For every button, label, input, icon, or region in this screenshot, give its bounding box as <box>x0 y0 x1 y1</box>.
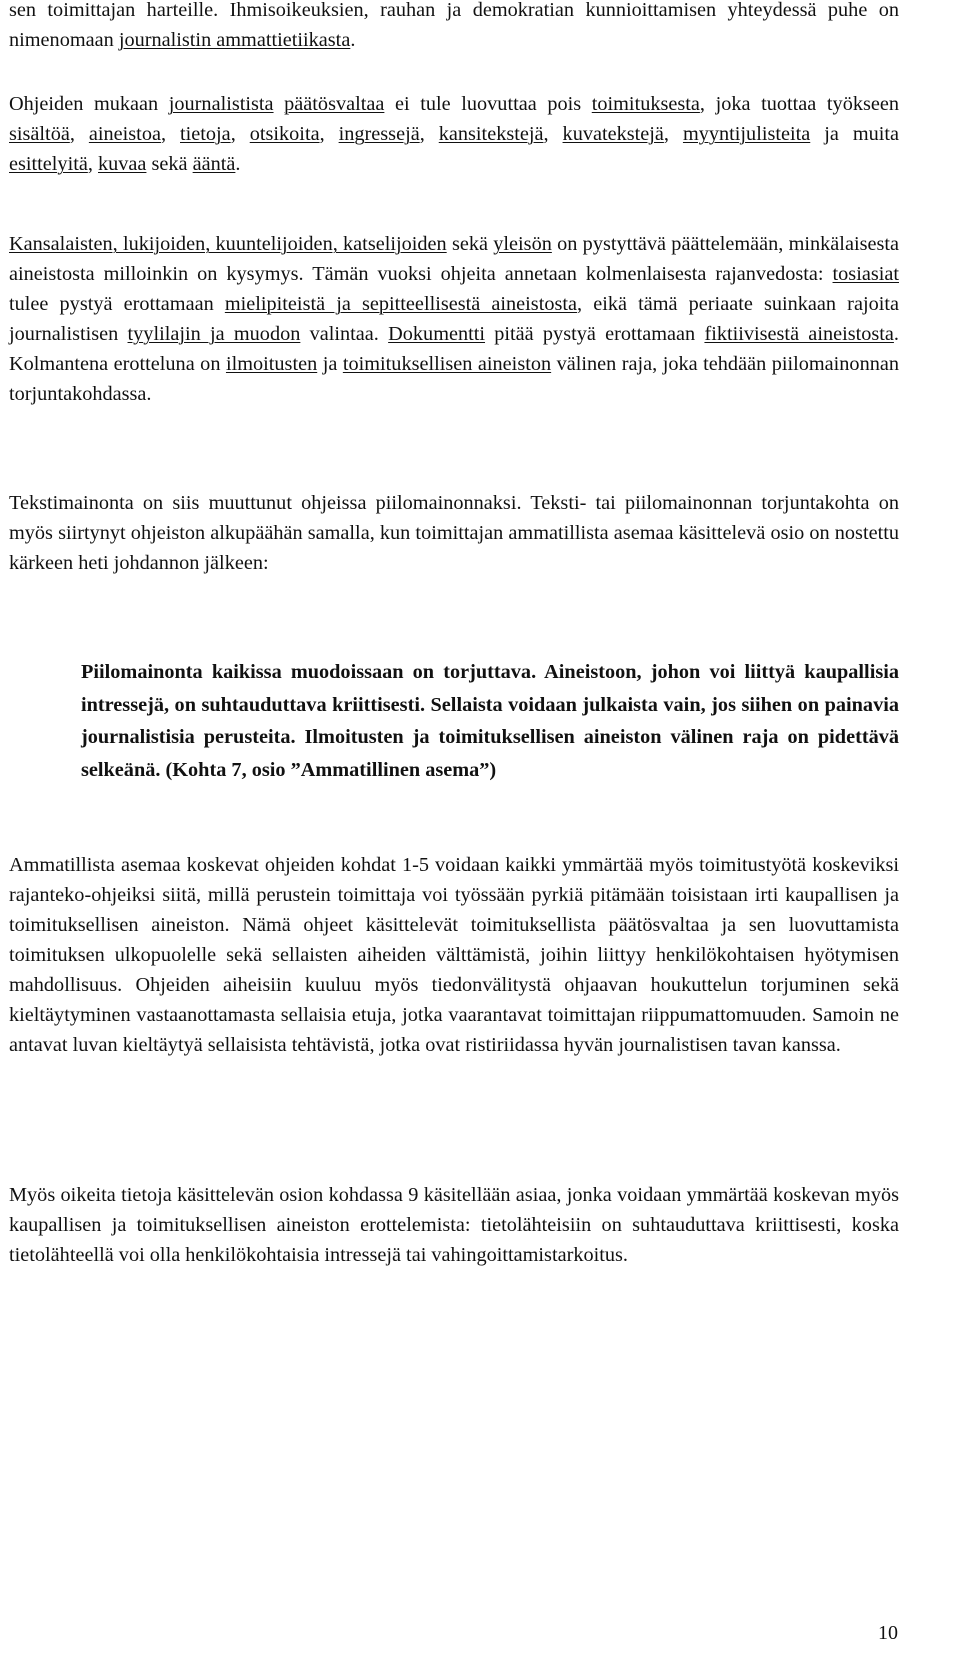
page-number: 10 <box>878 1622 898 1644</box>
underlined-term: tietoja <box>180 123 231 145</box>
underlined-term: kuvatekstejä <box>562 123 664 145</box>
underlined-term: tosiasiat <box>832 263 899 285</box>
text-run: , joka tuottaa työkseen <box>699 93 900 115</box>
underlined-term: toimituksellisen aineiston <box>342 353 552 375</box>
text-run: , <box>160 123 180 145</box>
paragraph-myos: Myös oikeita tietoja käsittelevän osion kohdassa 9 käsitellään asiaa, jonka voidaan ymmärtää koskevan myös kaupallisen ja toimituksellisen aineiston erottelemista: tietolähteisiin on suhtauduttava kriittisesti, koska tietolähteellä voi olla henkilökohtaisia intressejä tai vahingoittamistarkoitus. <box>9 1184 899 1266</box>
paragraph-ammatillista: Ammatillista asemaa koskevat ohjeiden kohdat 1-5 voidaan kaikki ymmärtää myös toimitustyötä koskeviksi rajanteko-ohjeiksi siitä, millä perustein toimittaja voi työssään pyrkiä pitämään toisistaan irti kaupallisen ja toimituksellisen aineiston. Nämä ohjeet käsittelevät toimituksellista päätösvaltaa ja sen luovuttamista toimituksen ulkopuolelle sekä sellaisten aiheiden välttämistä, joihin liittyy henkilökohtaisen hyötymisen mahdollisuus. Ohjeiden aiheisiin kuuluu myös tiedonvälitystä ohjaavan houkuttelun torjuminen sekä kieltäytyminen vastaanottamasta sellaisia etuja, jotka vaarantavat toimittajan riippumattomuuden. Samoin ne antavat luvan kieltäytyä sellaisista tehtävistä, jotka ovat ristiriidassa hyvän journalistisen tavan kanssa. <box>9 854 899 1056</box>
underlined-term: fiktiivisestä aineistosta <box>704 323 894 345</box>
text-run: tulee pystyä erottamaan <box>9 293 225 315</box>
paragraph-intro-2 <box>9 89 899 179</box>
underlined-term: yleisön <box>493 233 552 255</box>
paragraph-intro-1 <box>9 0 899 55</box>
underlined-term: journalistista <box>168 93 274 115</box>
underlined-term: kansitekstejä <box>438 123 544 145</box>
paragraph-kansalaisten <box>9 229 899 409</box>
text-run: , <box>230 123 250 145</box>
underlined-term: mielipiteistä ja sepitteellisestä aineistosta <box>224 293 578 315</box>
text-run: sen toimittajan harteille. Ihmisoikeuksien, rauhan ja demokratian kunnioittamisen yhteydessä puhe on nimenomaan <box>9 0 899 51</box>
text-run: valintaa. <box>300 323 389 345</box>
text-run: ei tule luovuttaa pois <box>384 93 592 115</box>
text-run: sekä <box>146 153 193 175</box>
underlined-term: ingressejä <box>338 123 420 145</box>
text-run: Ohjeiden mukaan <box>9 93 169 115</box>
underlined-term: otsikoita <box>249 123 320 145</box>
underlined-term: journalistin ammattietiikasta <box>118 29 351 51</box>
text-run: , <box>543 123 563 145</box>
underlined-term: Kansalaisten, lukijoiden, kuuntelijoiden, katselijoiden <box>9 233 447 255</box>
underlined-term: sisältöä <box>9 123 70 145</box>
text-run: . <box>235 153 241 175</box>
text-run: , <box>69 123 89 145</box>
text-run: , <box>663 123 683 145</box>
text-run: välinen raja, joka tehdään piilomainonnan torjuntakohdassa. <box>9 353 899 405</box>
text-run: , eikä tämä periaate suinkaan rajoita journalistisen <box>9 293 899 345</box>
text-run: , <box>419 123 439 145</box>
text-run: , <box>87 153 98 175</box>
underlined-term: ääntä <box>192 153 236 175</box>
text-run: ja muita <box>810 123 900 145</box>
text-run: ja <box>317 353 343 375</box>
underlined-term: tyylilajin ja muodon <box>127 323 301 345</box>
underlined-term: toimituksesta <box>591 93 700 115</box>
underlined-term: Dokumentti <box>388 323 486 345</box>
underlined-term: esittelyitä <box>9 153 88 175</box>
block-quote: Piilomainonta kaikissa muodoissaan on torjuttava. Aineistoon, johon voi liittyä kaupallisia intressejä, on suhtauduttava kriittisesti. Sellaista voidaan julkaista vain, jos siihen on painavia journalistisia perusteita. Ilmoitusten ja toimituksellisen aineiston välinen raja on pidettävä selkeänä. (Kohta 7, osio ”Ammatillinen asema”) <box>81 661 899 781</box>
underlined-term: ilmoitusten <box>225 353 318 375</box>
text-run: on pystyttävä päättelemään, minkälaisesta aineistosta milloinkin on kysymys. Tämän vuoksi ohjeita annetaan kolmenlaisesta rajanvedosta: <box>9 233 899 285</box>
underlined-term: kuvaa <box>98 153 147 175</box>
text-run: , <box>319 123 339 145</box>
text-run: . <box>350 29 356 51</box>
text-run: . Kolmantena erotteluna on <box>9 323 899 375</box>
text-run: sekä <box>446 233 494 255</box>
text-run: pitää pystyä erottamaan <box>485 323 705 345</box>
underlined-term: myyntijulisteita <box>682 123 811 145</box>
paragraph-tekstimainonta: Tekstimainonta on siis muuttunut ohjeissa piilomainonnaksi. Teksti- tai piilomainonnan torjuntakohta on myös siirtynyt ohjeiston alkupäähän samalla, kun toimittajan ammatillista asemaa käsittelevä osio on nostettu kärkeen heti johdannon jälkeen: <box>9 492 899 574</box>
underlined-term: päätösvaltaa <box>284 93 385 115</box>
underlined-term: aineistoa <box>88 123 161 145</box>
text-run <box>274 93 285 115</box>
